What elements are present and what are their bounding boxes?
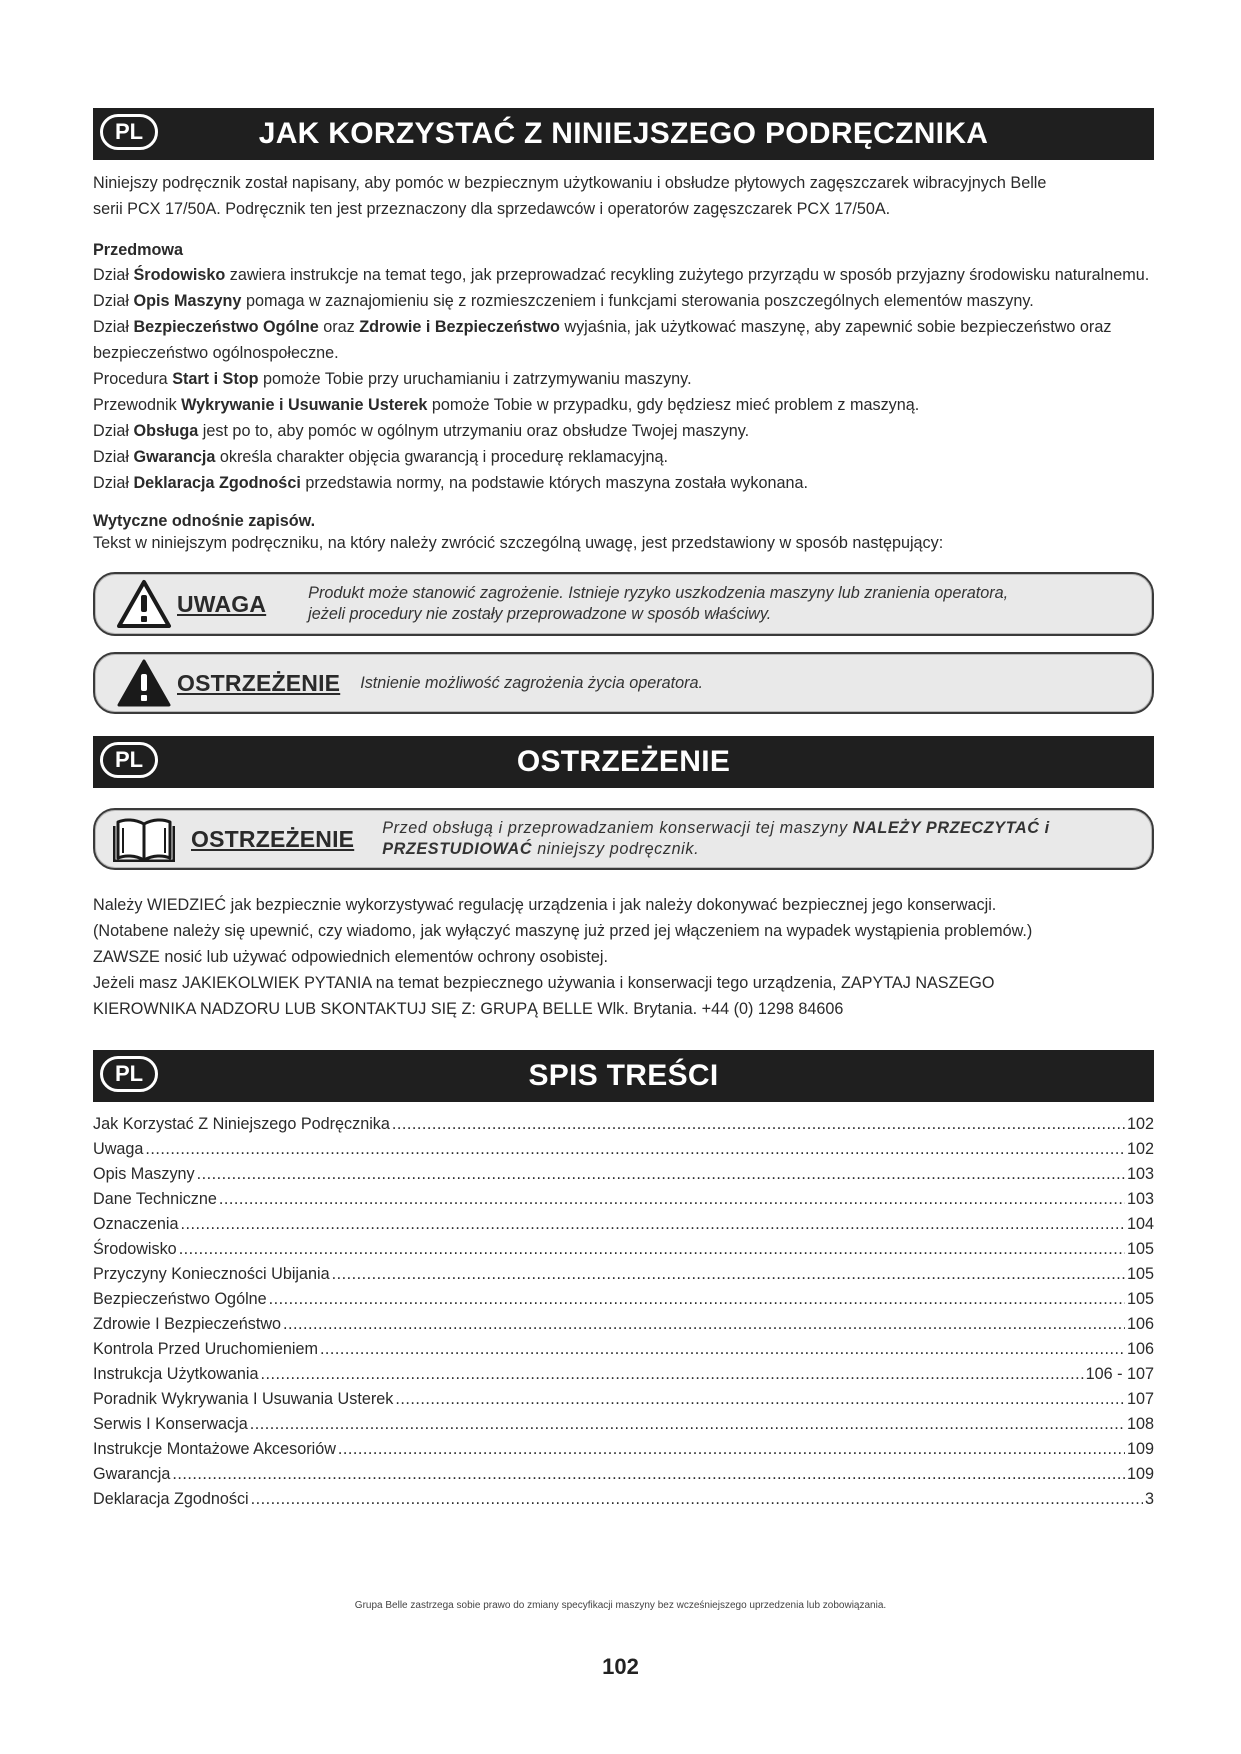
footer-disclaimer: Grupa Belle zastrzega sobie prawo do zmiany specyfikacji maszyny bez wcześniejszego uprzedzenia lub zobowiązania. bbox=[354, 1600, 887, 1611]
warning-line: (Notabene należy się upewnić, czy wiadomo, jak wyłączyć maszynę już przed jej włączeniem na wypadek wystąpienia problemów.) bbox=[93, 922, 1033, 940]
preface-item-warranty: Dział Gwarancja określa charakter objęcia gwarancją i procedurę reklamacyjną. bbox=[93, 448, 668, 466]
toc-leader-dots bbox=[395, 1387, 1125, 1412]
preface-heading: Przedmowa bbox=[93, 241, 183, 259]
toc-leader-dots bbox=[197, 1162, 1125, 1187]
toc-entry[interactable] bbox=[93, 1212, 1154, 1237]
toc-entry-label: Zdrowie I Bezpieczeństwo bbox=[93, 1315, 282, 1333]
toc-leader-dots bbox=[283, 1312, 1125, 1337]
toc-entry-label: Przyczyny Konieczności Ubijania bbox=[93, 1265, 330, 1283]
toc-leader-dots bbox=[219, 1187, 1125, 1212]
toc-leader-dots bbox=[172, 1462, 1125, 1487]
pl-language-badge: PL bbox=[100, 114, 158, 150]
section-banner-warning bbox=[93, 736, 1154, 788]
toc-entry-label: Instrukcja Użytkowania bbox=[93, 1365, 259, 1383]
toc-leader-dots bbox=[332, 1262, 1125, 1287]
toc-entry-page: 103 bbox=[1126, 1165, 1154, 1183]
toc-entry-label: Uwaga bbox=[93, 1140, 144, 1158]
read-manual-notice bbox=[93, 808, 1154, 870]
manual-page bbox=[93, 108, 1154, 1512]
preface-section bbox=[93, 238, 1154, 496]
section-banner-contents bbox=[93, 1050, 1154, 1102]
toc-leader-dots bbox=[251, 1487, 1143, 1512]
toc-leader-dots bbox=[180, 1212, 1125, 1237]
section-title: SPIS TREŚCI bbox=[528, 1059, 719, 1092]
toc-entry[interactable] bbox=[93, 1362, 1154, 1387]
warning-notice bbox=[93, 652, 1154, 714]
warning-line: Należy WIEDZIEĆ jak bezpiecznie wykorzystywać regulację urządzenia i jak należy dokonywać bezpiecznej jego konserwacji. bbox=[93, 896, 997, 914]
toc-entry-label: Deklaracja Zgodności bbox=[93, 1490, 249, 1508]
preface-item-start-stop: Procedura Start i Stop pomoże Tobie przy uruchamianiu i zatrzymywaniu maszyny. bbox=[93, 370, 692, 388]
toc-entry-page: 108 bbox=[1126, 1415, 1154, 1433]
warning-line: Jeżeli masz JAKIEKOLWIEK PYTANIA na temat bezpiecznego używania i konserwacji tego urządzenia, ZAPYTAJ NASZEGO bbox=[93, 974, 995, 992]
page-number: 102 bbox=[602, 1654, 639, 1679]
preface-item-safety: Dział Bezpieczeństwo Ogólne oraz Zdrowie i Bezpieczeństwo wyjaśnia, jak użytkować maszynę, aby zapewnić sobie bezpieczeństwo oraz bezpieczeństwo ogólnospołeczne. bbox=[93, 318, 1112, 362]
toc-entry-page: 107 bbox=[1126, 1390, 1154, 1408]
toc-entry-page: 103 bbox=[1126, 1190, 1154, 1208]
read-manual-label: OSTRZEŻENIE bbox=[191, 825, 355, 852]
guidelines-heading: Wytyczne odnośnie zapisów. bbox=[93, 512, 316, 530]
toc-entry-label: Opis Maszyny bbox=[93, 1165, 195, 1183]
toc-entry-page: 104 bbox=[1126, 1215, 1154, 1233]
toc-entry-page: 3 bbox=[1144, 1490, 1154, 1508]
read-manual-message: Przed obsługą i przeprowadzaniem konserwacji tej maszyny NALEŻY PRZECZYTAĆ i PRZESTUDIOWAĆ niniejszy podręcznik. bbox=[382, 819, 1050, 858]
warning-label: OSTRZEŻENIE bbox=[177, 669, 341, 696]
warning-message: Istnienie możliwość zagrożenia życia operatora. bbox=[360, 673, 704, 692]
intro-paragraph bbox=[93, 170, 1154, 222]
toc-entry-label: Oznaczenia bbox=[93, 1215, 179, 1233]
caution-notice bbox=[93, 572, 1154, 636]
toc-entry[interactable] bbox=[93, 1412, 1154, 1437]
toc-entry-page: 109 bbox=[1126, 1465, 1154, 1483]
caution-message bbox=[308, 583, 1008, 625]
toc-entry-label: Serwis I Konserwacja bbox=[93, 1415, 248, 1433]
intro-line: Niniejszy podręcznik został napisany, aby pomóc w bezpiecznym użytkowaniu i obsłudze płytowych zagęszczarek wibracyjnych Belle bbox=[93, 174, 1047, 192]
intro-line: serii PCX 17/50A. Podręcznik ten jest przeznaczony dla sprzedawców i operatorów zagęszczarek PCX 17/50A. bbox=[93, 200, 891, 218]
toc-leader-dots bbox=[269, 1287, 1125, 1312]
toc-entry-label: Kontrola Przed Uruchomieniem bbox=[93, 1340, 318, 1358]
warning-triangle-filled-icon bbox=[113, 658, 175, 708]
warning-line: KIEROWNIKA NADZORU LUB SKONTAKTUJ SIĘ Z: GRUPĄ BELLE Wlk. Brytania. +44 (0) 1298 84606 bbox=[93, 1000, 844, 1018]
toc-entry[interactable] bbox=[93, 1287, 1154, 1312]
toc-entry-page: 106 bbox=[1126, 1315, 1154, 1333]
toc-entry-label: Środowisko bbox=[93, 1240, 177, 1258]
caution-message-line: jeżeli procedury nie zostały przeprowadzone w sposób właściwy. bbox=[308, 605, 772, 623]
toc-entry[interactable] bbox=[93, 1262, 1154, 1287]
pl-language-badge: PL bbox=[100, 1056, 158, 1092]
toc-entry[interactable] bbox=[93, 1487, 1154, 1512]
toc-entry[interactable] bbox=[93, 1337, 1154, 1362]
guidelines-section bbox=[93, 510, 1154, 554]
toc-leader-dots bbox=[392, 1112, 1125, 1137]
toc-entry[interactable] bbox=[93, 1437, 1154, 1462]
toc-entry-label: Bezpieczeństwo Ogólne bbox=[93, 1290, 267, 1308]
preface-item-declaration: Dział Deklaracja Zgodności przedstawia normy, na podstawie których maszyna została wykonana. bbox=[93, 474, 808, 492]
toc-entry-page: 105 bbox=[1126, 1240, 1154, 1258]
toc-entry-page: 105 bbox=[1126, 1265, 1154, 1283]
caution-label: UWAGA bbox=[177, 590, 267, 617]
warning-instructions bbox=[93, 892, 1154, 1022]
toc-leader-dots bbox=[261, 1362, 1084, 1387]
preface-item-machine-description: Dział Opis Maszyny pomaga w zaznajomieniu się z rozmieszczeniem i funkcjami sterowania poszczególnych elementów maszyny. bbox=[93, 292, 1034, 310]
toc-entry[interactable] bbox=[93, 1462, 1154, 1487]
toc-leader-dots bbox=[250, 1412, 1125, 1437]
caution-message-line: Produkt może stanowić zagrożenie. Istnieje ryzyko uszkodzenia maszyny lub zranienia operatora, bbox=[308, 584, 1009, 602]
preface-item-troubleshooting: Przewodnik Wykrywanie i Usuwanie Usterek pomoże Tobie w przypadku, gdy będziesz mieć problem z maszyną. bbox=[93, 396, 920, 414]
table-of-contents bbox=[93, 1112, 1154, 1512]
toc-entry-page: 102 bbox=[1126, 1140, 1154, 1158]
toc-entry-label: Dane Techniczne bbox=[93, 1190, 217, 1208]
toc-entry-label: Gwarancja bbox=[93, 1465, 171, 1483]
preface-item-service: Dział Obsługa jest po to, aby pomóc w ogólnym utrzymaniu oraz obsłudze Twojej maszyny. bbox=[93, 422, 750, 440]
section-title: OSTRZEŻENIE bbox=[516, 745, 731, 778]
open-book-icon bbox=[113, 816, 175, 862]
toc-entry-page: 105 bbox=[1126, 1290, 1154, 1308]
guidelines-text: Tekst w niniejszym podręczniku, na który należy zwrócić szczególną uwagę, jest przedstawiony w sposób następujący: bbox=[93, 534, 944, 552]
toc-entry[interactable] bbox=[93, 1187, 1154, 1212]
toc-entry-page: 106 - 107 bbox=[1085, 1365, 1154, 1383]
preface-item-environment: Dział Środowisko zawiera instrukcje na temat tego, jak przeprowadzać recykling zużytego przyrządu w sposób przyjazny środowisku naturalnemu. bbox=[93, 266, 1150, 284]
toc-entry[interactable] bbox=[93, 1137, 1154, 1162]
toc-leader-dots bbox=[320, 1337, 1125, 1362]
toc-leader-dots bbox=[338, 1437, 1125, 1462]
section-banner-how-to-use bbox=[93, 108, 1154, 160]
pl-language-badge: PL bbox=[100, 742, 158, 778]
toc-entry-page: 109 bbox=[1126, 1440, 1154, 1458]
section-title: JAK KORZYSTAĆ Z NINIEJSZEGO PODRĘCZNIKA bbox=[258, 117, 989, 150]
toc-entry[interactable] bbox=[93, 1237, 1154, 1262]
toc-entry[interactable] bbox=[93, 1162, 1154, 1187]
toc-entry[interactable] bbox=[93, 1112, 1154, 1137]
toc-entry[interactable] bbox=[93, 1387, 1154, 1412]
toc-entry-label: Instrukcje Montażowe Akcesoriów bbox=[93, 1440, 336, 1458]
toc-entry-page: 102 bbox=[1126, 1115, 1154, 1133]
warning-triangle-outline-icon bbox=[113, 579, 175, 629]
toc-entry[interactable] bbox=[93, 1312, 1154, 1337]
toc-leader-dots bbox=[145, 1137, 1125, 1162]
toc-entry-label: Jak Korzystać Z Niniejszego Podręcznika bbox=[93, 1115, 390, 1133]
toc-leader-dots bbox=[179, 1237, 1125, 1262]
toc-entry-label: Poradnik Wykrywania I Usuwania Usterek bbox=[93, 1390, 394, 1408]
warning-line: ZAWSZE nosić lub używać odpowiednich elementów ochrony osobistej. bbox=[93, 948, 608, 966]
toc-entry-page: 106 bbox=[1126, 1340, 1154, 1358]
